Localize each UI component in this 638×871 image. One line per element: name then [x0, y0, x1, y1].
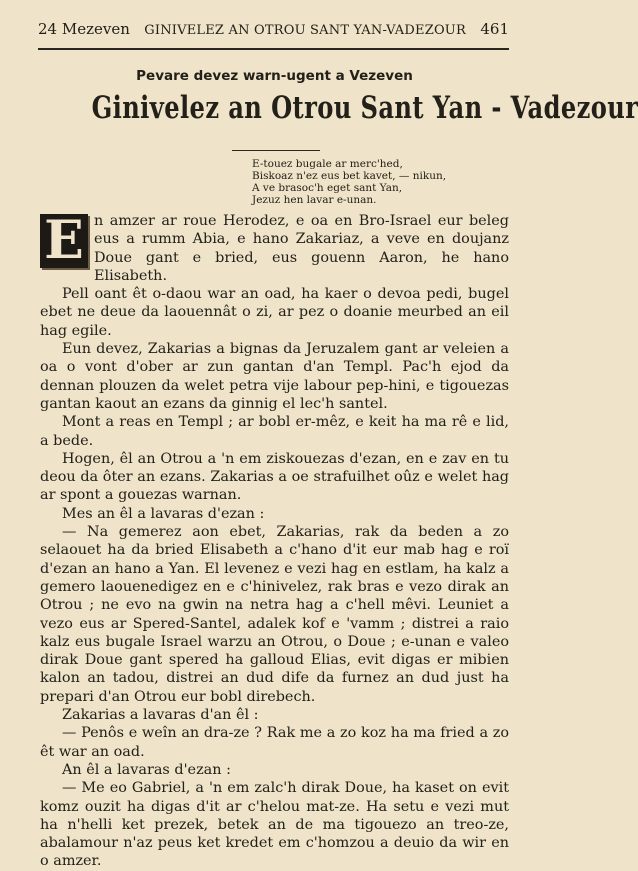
paragraph: Hogen, êl an Otrou a 'n em ziskouezas d'ezan, en e zav en tu deou da ôter an ezans. Zakarias a oe strafuilhet oûz e welet hag ar spont a gouezas warnan.: [40, 450, 509, 504]
epigraph: [252, 158, 508, 206]
body-text: [40, 212, 509, 871]
running-header: [38, 20, 509, 50]
paragraph: Mont a reas en Templ ; ar bobl er-mêz, e keit ha ma rê e lid, a bede.: [40, 414, 509, 449]
supertitle: Pevare devez warn-ugent a Vezeven: [136, 68, 413, 84]
paragraph: Mes an êl a lavaras d'ezan :: [62, 505, 265, 522]
paragraph: Pell oant êt o-daou war an oad, ha kaer o devoa pedi, bugel ebet ne deue da laouennât o zi, ar pez o doanie meurbed an eil hag egile.: [40, 286, 509, 339]
paragraph: — Na gemerez aon ebet, Zakarias, rak da beden a zo selaouet ha da bried Elisabeth a c'hano d'it eur mab hag e roï d'ezan an hano a Yan. El levenez e vezi hag en estlam, ha kalz a gemero laouenedigez en e c'hinivelez, rak bras e vezo dirak an Otrou ; ne evo na gwin na netra hag a c'hell mêvi. Leuniet a vezo eus ar Spered-Santel, adalek kof e 'vamm ; distrei a raio kalz eus bugale Israel warzu an Otrou, o Doue ; e-unan e valeo dirak Doue gant spered ha galloud Elias, evit digas er mibien kalon an tadou, distrei an dud dife da furnez an dud just ha prepari d'an Otrou eur bobl direbech.: [40, 524, 509, 705]
drop-cap-initial: E: [40, 214, 88, 268]
epigraph-line: E-touez bugale ar merc'hed,: [252, 158, 403, 170]
paragraph: An êl a lavaras d'ezan :: [62, 761, 231, 778]
epigraph-line: Biskoaz n'ez eus bet kavet, — nikun,: [252, 170, 447, 182]
header-date: 24 Mezeven: [38, 20, 130, 38]
paragraph: Eun devez, Zakarias a bignas da Jeruzalem gant ar veleien a oa o vont d'ober ar zun gantan d'an Templ. Pac'h ejod da dennan plouzen da welet petra vije labour pep-hini, e tigouezas gantan kaout an ezans da ginnig el lec'h santel.: [40, 341, 509, 412]
paragraph: — Me eo Gabriel, a 'n em zalc'h dirak Doue, ha kaset on evit komz ouzit ha digas d'it ar c'helou mat-ze. Ha setu e vezi mut ha n'helli ket prezek, betek an de ma tigouezo an treo-ze, abalamour n'az peus ket kredet em c'homzou a deuio da wir en o amzer.: [40, 780, 509, 870]
epigraph-line: A ve brasoc'h eget sant Yan,: [252, 182, 403, 194]
paragraph: Zakarias a lavaras d'an êl :: [62, 707, 259, 724]
page-number: 461: [480, 20, 509, 38]
header-title: GINIVELEZ AN OTROU SANT YAN-VADEZOUR: [144, 23, 466, 38]
title-divider: [232, 150, 320, 151]
paragraph: — Penôs e weîn an dra-ze ? Rak me a zo koz ha ma fried a zo êt war an oad.: [40, 725, 509, 760]
page-title: Ginivelez an Otrou Sant Yan - Vadezour: [91, 90, 638, 126]
epigraph-line: Jezuz hen lavar e-unan.: [252, 194, 377, 206]
paragraph: n amzer ar roue Herodez, e oa en Bro-Israel eur beleg eus a rumm Abia, e hano Zakariaz, a veve en doujanz Doue gant e bried, eus gouenn Aaron, he hano Elisabeth.: [94, 213, 509, 284]
